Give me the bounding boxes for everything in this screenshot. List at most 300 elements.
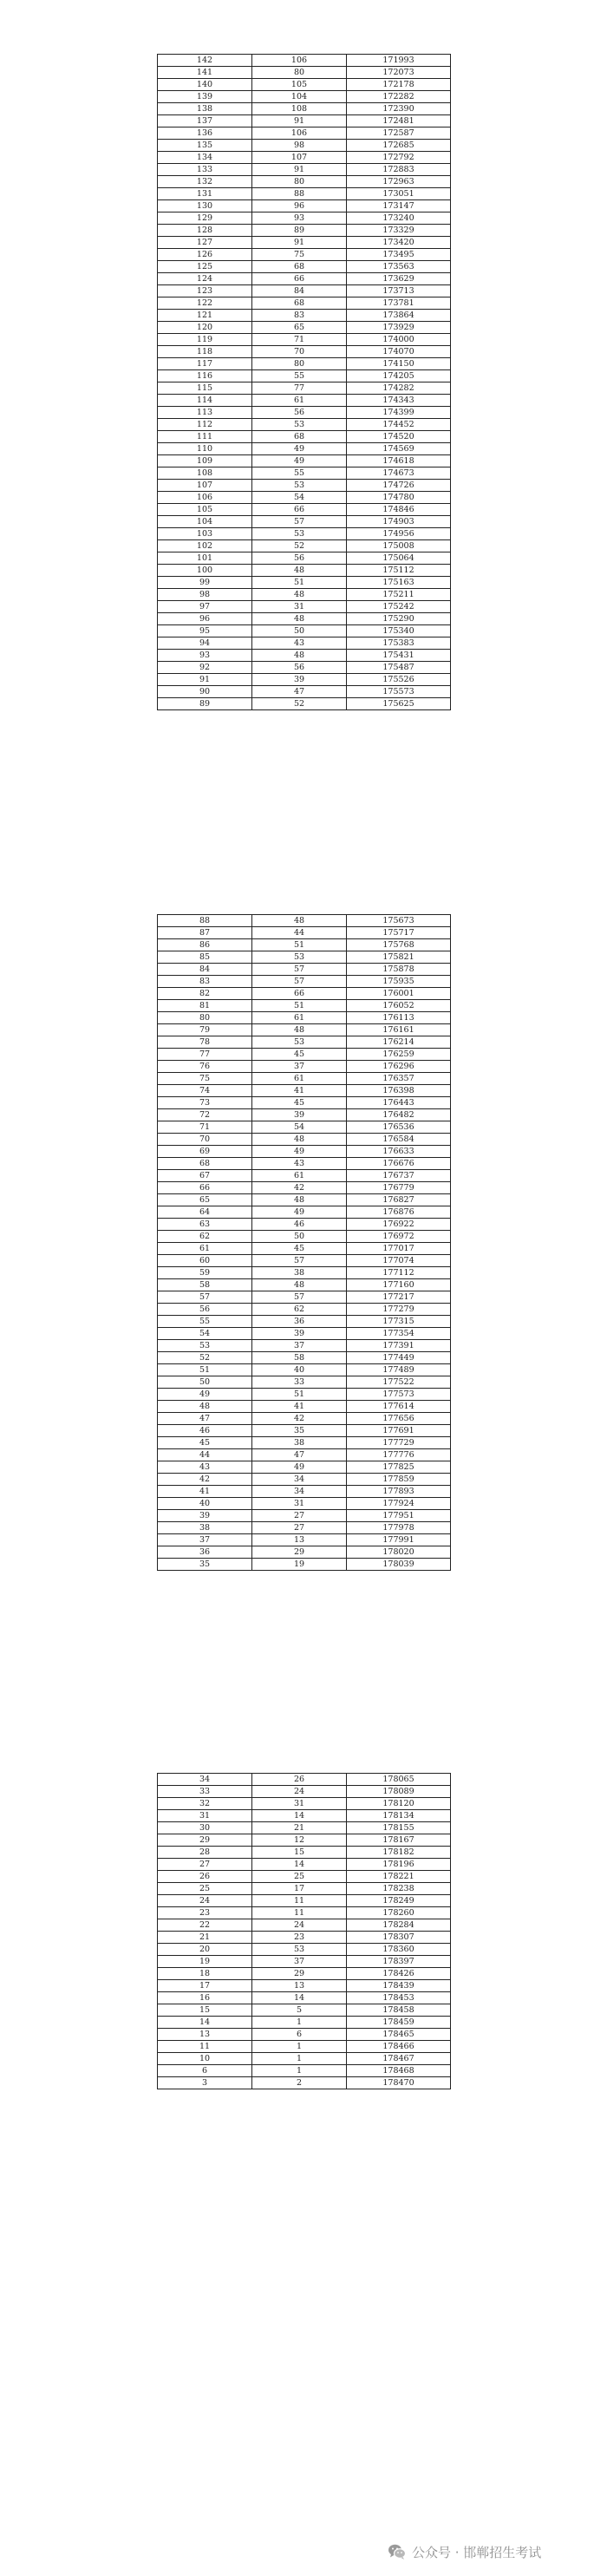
count-cell: 57 bbox=[252, 976, 347, 988]
score-cell: 3 bbox=[158, 2077, 252, 2089]
count-cell: 19 bbox=[252, 1559, 347, 1571]
cumulative-cell: 175487 bbox=[347, 662, 451, 674]
score-cell: 32 bbox=[158, 1798, 252, 1810]
cumulative-cell: 178466 bbox=[347, 2041, 451, 2053]
count-cell: 52 bbox=[252, 540, 347, 552]
table-row bbox=[158, 1992, 451, 2004]
table-row bbox=[158, 1510, 451, 1522]
score-cell: 141 bbox=[158, 67, 252, 79]
table-row bbox=[158, 1243, 451, 1255]
count-cell: 93 bbox=[252, 212, 347, 225]
cumulative-cell: 177315 bbox=[347, 1316, 451, 1328]
count-cell: 45 bbox=[252, 1097, 347, 1109]
score-cell: 18 bbox=[158, 1968, 252, 1980]
table-row bbox=[158, 2077, 451, 2089]
score-cell: 103 bbox=[158, 528, 252, 540]
table-row bbox=[158, 1279, 451, 1291]
cumulative-cell: 174282 bbox=[347, 382, 451, 395]
table-row bbox=[158, 976, 451, 988]
count-cell: 38 bbox=[252, 1267, 347, 1279]
table-row bbox=[158, 1340, 451, 1352]
cumulative-cell: 176536 bbox=[347, 1121, 451, 1134]
count-cell: 41 bbox=[252, 1401, 347, 1413]
score-cell: 104 bbox=[158, 516, 252, 528]
cumulative-cell: 174452 bbox=[347, 419, 451, 431]
cumulative-cell: 172587 bbox=[347, 127, 451, 140]
cumulative-cell: 176922 bbox=[347, 1219, 451, 1231]
table-row bbox=[158, 540, 451, 552]
score-cell: 10 bbox=[158, 2053, 252, 2065]
cumulative-cell: 176827 bbox=[347, 1194, 451, 1206]
table-row bbox=[158, 55, 451, 67]
table-row bbox=[158, 1522, 451, 1534]
cumulative-cell: 178196 bbox=[347, 1859, 451, 1871]
cumulative-cell: 177217 bbox=[347, 1291, 451, 1304]
cumulative-cell: 174520 bbox=[347, 431, 451, 443]
table-row bbox=[158, 1810, 451, 1822]
score-cell: 24 bbox=[158, 1895, 252, 1907]
count-cell: 51 bbox=[252, 939, 347, 951]
score-cell: 115 bbox=[158, 382, 252, 395]
table-row bbox=[158, 2004, 451, 2017]
cumulative-cell: 178465 bbox=[347, 2029, 451, 2041]
cumulative-cell: 176737 bbox=[347, 1170, 451, 1182]
table-row bbox=[158, 1352, 451, 1364]
count-cell: 83 bbox=[252, 310, 347, 322]
score-cell: 113 bbox=[158, 407, 252, 419]
count-cell: 44 bbox=[252, 927, 347, 939]
score-cell: 87 bbox=[158, 927, 252, 939]
cumulative-cell: 174846 bbox=[347, 504, 451, 516]
table-row bbox=[158, 1859, 451, 1871]
count-cell: 52 bbox=[252, 698, 347, 710]
score-cell: 128 bbox=[158, 225, 252, 237]
score-cell: 57 bbox=[158, 1291, 252, 1304]
score-cell: 65 bbox=[158, 1194, 252, 1206]
count-cell: 46 bbox=[252, 1219, 347, 1231]
watermark-text: 公众号 · 邯郸招生考试 bbox=[412, 2544, 542, 2560]
score-cell: 86 bbox=[158, 939, 252, 951]
score-cell: 117 bbox=[158, 358, 252, 370]
score-cell: 63 bbox=[158, 1219, 252, 1231]
score-cell: 99 bbox=[158, 577, 252, 589]
table-row bbox=[158, 637, 451, 650]
count-cell: 11 bbox=[252, 1907, 347, 1919]
score-cell: 62 bbox=[158, 1231, 252, 1243]
score-cell: 120 bbox=[158, 322, 252, 334]
count-cell: 27 bbox=[252, 1510, 347, 1522]
score-cell: 116 bbox=[158, 370, 252, 382]
count-cell: 14 bbox=[252, 1992, 347, 2004]
table-row bbox=[158, 346, 451, 358]
score-cell: 119 bbox=[158, 334, 252, 346]
wechat-icon bbox=[388, 2542, 407, 2561]
table-row bbox=[158, 1956, 451, 1968]
cumulative-cell: 178238 bbox=[347, 1883, 451, 1895]
cumulative-cell: 178134 bbox=[347, 1810, 451, 1822]
cumulative-cell: 178307 bbox=[347, 1932, 451, 1944]
count-cell: 49 bbox=[252, 455, 347, 467]
count-cell: 108 bbox=[252, 103, 347, 115]
score-cell: 69 bbox=[158, 1146, 252, 1158]
count-cell: 51 bbox=[252, 1000, 347, 1012]
count-cell: 61 bbox=[252, 1012, 347, 1024]
table-row bbox=[158, 1255, 451, 1267]
score-cell: 47 bbox=[158, 1413, 252, 1425]
table-row bbox=[158, 212, 451, 225]
table-row bbox=[158, 370, 451, 382]
cumulative-cell: 173929 bbox=[347, 322, 451, 334]
cumulative-cell: 173240 bbox=[347, 212, 451, 225]
score-cell: 110 bbox=[158, 443, 252, 455]
score-cell: 78 bbox=[158, 1036, 252, 1049]
table-row bbox=[158, 1498, 451, 1510]
table-row bbox=[158, 261, 451, 273]
table-row bbox=[158, 1376, 451, 1389]
cumulative-cell: 173563 bbox=[347, 261, 451, 273]
table-row bbox=[158, 1134, 451, 1146]
table-row bbox=[158, 1291, 451, 1304]
score-cell: 102 bbox=[158, 540, 252, 552]
count-cell: 48 bbox=[252, 915, 347, 927]
count-cell: 98 bbox=[252, 140, 347, 152]
table-row bbox=[158, 1461, 451, 1474]
cumulative-cell: 175340 bbox=[347, 625, 451, 637]
score-cell: 84 bbox=[158, 964, 252, 976]
cumulative-cell: 178167 bbox=[347, 1834, 451, 1847]
cumulative-cell: 177112 bbox=[347, 1267, 451, 1279]
table-row bbox=[158, 1036, 451, 1049]
count-cell: 29 bbox=[252, 1968, 347, 1980]
cumulative-cell: 177825 bbox=[347, 1461, 451, 1474]
score-cell: 37 bbox=[158, 1534, 252, 1546]
table-row bbox=[158, 285, 451, 297]
cumulative-cell: 174000 bbox=[347, 334, 451, 346]
count-cell: 37 bbox=[252, 1340, 347, 1352]
count-cell: 2 bbox=[252, 2077, 347, 2089]
score-cell: 16 bbox=[158, 1992, 252, 2004]
table-row bbox=[158, 698, 451, 710]
table-row bbox=[158, 1206, 451, 1219]
cumulative-cell: 172390 bbox=[347, 103, 451, 115]
cumulative-cell: 177017 bbox=[347, 1243, 451, 1255]
count-cell: 53 bbox=[252, 419, 347, 431]
table-row bbox=[158, 334, 451, 346]
cumulative-cell: 174780 bbox=[347, 492, 451, 504]
count-cell: 37 bbox=[252, 1061, 347, 1073]
cumulative-cell: 178458 bbox=[347, 2004, 451, 2017]
score-cell: 50 bbox=[158, 1376, 252, 1389]
score-cell: 125 bbox=[158, 261, 252, 273]
table-row bbox=[158, 1932, 451, 1944]
count-cell: 70 bbox=[252, 346, 347, 358]
score-cell: 38 bbox=[158, 1522, 252, 1534]
score-cell: 54 bbox=[158, 1328, 252, 1340]
table-row bbox=[158, 1437, 451, 1449]
count-cell: 5 bbox=[252, 2004, 347, 2017]
count-cell: 58 bbox=[252, 1352, 347, 1364]
table-row bbox=[158, 127, 451, 140]
cumulative-cell: 172073 bbox=[347, 67, 451, 79]
table-row bbox=[158, 407, 451, 419]
cumulative-cell: 173147 bbox=[347, 200, 451, 212]
count-cell: 96 bbox=[252, 200, 347, 212]
score-cell: 67 bbox=[158, 1170, 252, 1182]
count-cell: 49 bbox=[252, 1461, 347, 1474]
table-row bbox=[158, 1328, 451, 1340]
score-cell: 91 bbox=[158, 674, 252, 686]
cumulative-cell: 178260 bbox=[347, 1907, 451, 1919]
count-cell: 48 bbox=[252, 613, 347, 625]
count-cell: 31 bbox=[252, 1498, 347, 1510]
count-cell: 91 bbox=[252, 237, 347, 249]
table-row bbox=[158, 443, 451, 455]
table-row bbox=[158, 1871, 451, 1883]
table-row bbox=[158, 686, 451, 698]
count-cell: 62 bbox=[252, 1304, 347, 1316]
cumulative-cell: 173781 bbox=[347, 297, 451, 310]
table-row bbox=[158, 577, 451, 589]
cumulative-cell: 175526 bbox=[347, 674, 451, 686]
count-cell: 66 bbox=[252, 273, 347, 285]
table-row bbox=[158, 1000, 451, 1012]
score-cell: 13 bbox=[158, 2029, 252, 2041]
cumulative-cell: 174569 bbox=[347, 443, 451, 455]
score-cell: 26 bbox=[158, 1871, 252, 1883]
table-row bbox=[158, 1474, 451, 1486]
table-row bbox=[158, 1822, 451, 1834]
score-cell: 40 bbox=[158, 1498, 252, 1510]
count-cell: 80 bbox=[252, 67, 347, 79]
score-cell: 31 bbox=[158, 1810, 252, 1822]
count-cell: 48 bbox=[252, 1024, 347, 1036]
count-cell: 54 bbox=[252, 492, 347, 504]
count-cell: 21 bbox=[252, 1822, 347, 1834]
cumulative-cell: 176584 bbox=[347, 1134, 451, 1146]
cumulative-cell: 177573 bbox=[347, 1389, 451, 1401]
cumulative-cell: 177859 bbox=[347, 1474, 451, 1486]
table-row bbox=[158, 504, 451, 516]
count-cell: 48 bbox=[252, 589, 347, 601]
cumulative-cell: 172481 bbox=[347, 115, 451, 127]
score-cell: 53 bbox=[158, 1340, 252, 1352]
cumulative-cell: 178439 bbox=[347, 1980, 451, 1992]
cumulative-cell: 178467 bbox=[347, 2053, 451, 2065]
cumulative-cell: 177449 bbox=[347, 1352, 451, 1364]
table-row bbox=[158, 249, 451, 261]
score-cell: 90 bbox=[158, 686, 252, 698]
cumulative-cell: 172685 bbox=[347, 140, 451, 152]
score-cell: 95 bbox=[158, 625, 252, 637]
score-cell: 75 bbox=[158, 1073, 252, 1085]
count-cell: 49 bbox=[252, 443, 347, 455]
count-cell: 39 bbox=[252, 1328, 347, 1340]
table-row bbox=[158, 516, 451, 528]
count-cell: 35 bbox=[252, 1425, 347, 1437]
table-row bbox=[158, 2041, 451, 2053]
table-row bbox=[158, 650, 451, 662]
score-cell: 23 bbox=[158, 1907, 252, 1919]
count-cell: 42 bbox=[252, 1182, 347, 1194]
table-row bbox=[158, 1364, 451, 1376]
cumulative-cell: 177489 bbox=[347, 1364, 451, 1376]
cumulative-cell: 177924 bbox=[347, 1498, 451, 1510]
count-cell: 25 bbox=[252, 1871, 347, 1883]
table-row bbox=[158, 188, 451, 200]
score-cell: 51 bbox=[158, 1364, 252, 1376]
cumulative-cell: 177691 bbox=[347, 1425, 451, 1437]
cumulative-cell: 178397 bbox=[347, 1956, 451, 1968]
score-cell: 77 bbox=[158, 1049, 252, 1061]
count-cell: 56 bbox=[252, 552, 347, 565]
table-row bbox=[158, 1944, 451, 1956]
table-row bbox=[158, 589, 451, 601]
score-cell: 6 bbox=[158, 2065, 252, 2077]
count-cell: 47 bbox=[252, 686, 347, 698]
table-row bbox=[158, 310, 451, 322]
count-cell: 51 bbox=[252, 577, 347, 589]
cumulative-cell: 176259 bbox=[347, 1049, 451, 1061]
table-row bbox=[158, 1109, 451, 1121]
cumulative-cell: 177656 bbox=[347, 1413, 451, 1425]
cumulative-cell: 177522 bbox=[347, 1376, 451, 1389]
table-row bbox=[158, 1316, 451, 1328]
table-row bbox=[158, 1012, 451, 1024]
table-row bbox=[158, 552, 451, 565]
cumulative-cell: 176357 bbox=[347, 1073, 451, 1085]
count-cell: 14 bbox=[252, 1859, 347, 1871]
count-cell: 75 bbox=[252, 249, 347, 261]
table-row bbox=[158, 1219, 451, 1231]
cumulative-cell: 174343 bbox=[347, 395, 451, 407]
count-cell: 1 bbox=[252, 2053, 347, 2065]
cumulative-cell: 175383 bbox=[347, 637, 451, 650]
score-cell: 130 bbox=[158, 200, 252, 212]
count-cell: 71 bbox=[252, 334, 347, 346]
cumulative-cell: 174726 bbox=[347, 480, 451, 492]
score-cell: 27 bbox=[158, 1859, 252, 1871]
table-row bbox=[158, 1895, 451, 1907]
score-cell: 109 bbox=[158, 455, 252, 467]
cumulative-cell: 174399 bbox=[347, 407, 451, 419]
cumulative-cell: 175242 bbox=[347, 601, 451, 613]
score-cell: 58 bbox=[158, 1279, 252, 1291]
count-cell: 61 bbox=[252, 1073, 347, 1085]
score-cell: 11 bbox=[158, 2041, 252, 2053]
table-row bbox=[158, 1097, 451, 1109]
cumulative-cell: 174956 bbox=[347, 528, 451, 540]
count-cell: 39 bbox=[252, 674, 347, 686]
count-cell: 50 bbox=[252, 625, 347, 637]
cumulative-cell: 173713 bbox=[347, 285, 451, 297]
table-row bbox=[158, 662, 451, 674]
score-cell: 114 bbox=[158, 395, 252, 407]
cumulative-cell: 174150 bbox=[347, 358, 451, 370]
count-cell: 34 bbox=[252, 1486, 347, 1498]
cumulative-cell: 176296 bbox=[347, 1061, 451, 1073]
score-cell: 49 bbox=[158, 1389, 252, 1401]
table-row bbox=[158, 1146, 451, 1158]
count-cell: 51 bbox=[252, 1389, 347, 1401]
score-cell: 21 bbox=[158, 1932, 252, 1944]
score-cell: 134 bbox=[158, 152, 252, 164]
score-cell: 80 bbox=[158, 1012, 252, 1024]
count-cell: 36 bbox=[252, 1316, 347, 1328]
cumulative-cell: 177991 bbox=[347, 1534, 451, 1546]
cumulative-cell: 174618 bbox=[347, 455, 451, 467]
table-row bbox=[158, 431, 451, 443]
score-cell: 133 bbox=[158, 164, 252, 176]
cumulative-cell: 175768 bbox=[347, 939, 451, 951]
cumulative-cell: 178470 bbox=[347, 2077, 451, 2089]
cumulative-cell: 175673 bbox=[347, 915, 451, 927]
score-cell: 30 bbox=[158, 1822, 252, 1834]
cumulative-cell: 178459 bbox=[347, 2017, 451, 2029]
count-cell: 31 bbox=[252, 601, 347, 613]
table-row bbox=[158, 1546, 451, 1559]
table-row bbox=[158, 1231, 451, 1243]
count-cell: 89 bbox=[252, 225, 347, 237]
table-row bbox=[158, 1559, 451, 1571]
count-cell: 56 bbox=[252, 407, 347, 419]
score-cell: 36 bbox=[158, 1546, 252, 1559]
table-row bbox=[158, 1847, 451, 1859]
count-cell: 68 bbox=[252, 261, 347, 273]
count-cell: 54 bbox=[252, 1121, 347, 1134]
table-row bbox=[158, 91, 451, 103]
score-cell: 52 bbox=[158, 1352, 252, 1364]
count-cell: 53 bbox=[252, 951, 347, 964]
cumulative-cell: 177951 bbox=[347, 1510, 451, 1522]
count-cell: 24 bbox=[252, 1919, 347, 1932]
score-cell: 101 bbox=[158, 552, 252, 565]
score-cell: 122 bbox=[158, 297, 252, 310]
score-cell: 14 bbox=[158, 2017, 252, 2029]
score-cell: 135 bbox=[158, 140, 252, 152]
score-cell: 98 bbox=[158, 589, 252, 601]
score-cell: 55 bbox=[158, 1316, 252, 1328]
score-cell: 44 bbox=[158, 1449, 252, 1461]
table-row bbox=[158, 1182, 451, 1194]
count-cell: 53 bbox=[252, 1944, 347, 1956]
cumulative-cell: 173629 bbox=[347, 273, 451, 285]
score-cell: 92 bbox=[158, 662, 252, 674]
score-cell: 71 bbox=[158, 1121, 252, 1134]
cumulative-cell: 174205 bbox=[347, 370, 451, 382]
table-row bbox=[158, 382, 451, 395]
count-cell: 31 bbox=[252, 1798, 347, 1810]
score-cell: 74 bbox=[158, 1085, 252, 1097]
table-row bbox=[158, 1061, 451, 1073]
count-cell: 55 bbox=[252, 467, 347, 480]
cumulative-cell: 178155 bbox=[347, 1822, 451, 1834]
cumulative-cell: 176001 bbox=[347, 988, 451, 1000]
count-cell: 68 bbox=[252, 297, 347, 310]
cumulative-cell: 178065 bbox=[347, 1774, 451, 1786]
table-row bbox=[158, 1304, 451, 1316]
count-cell: 53 bbox=[252, 1036, 347, 1049]
score-cell: 123 bbox=[158, 285, 252, 297]
score-cell: 35 bbox=[158, 1559, 252, 1571]
cumulative-cell: 173495 bbox=[347, 249, 451, 261]
count-cell: 6 bbox=[252, 2029, 347, 2041]
table-row bbox=[158, 225, 451, 237]
score-cell: 108 bbox=[158, 467, 252, 480]
table-row bbox=[158, 674, 451, 686]
cumulative-cell: 178039 bbox=[347, 1559, 451, 1571]
score-cell: 107 bbox=[158, 480, 252, 492]
cumulative-cell: 176443 bbox=[347, 1097, 451, 1109]
